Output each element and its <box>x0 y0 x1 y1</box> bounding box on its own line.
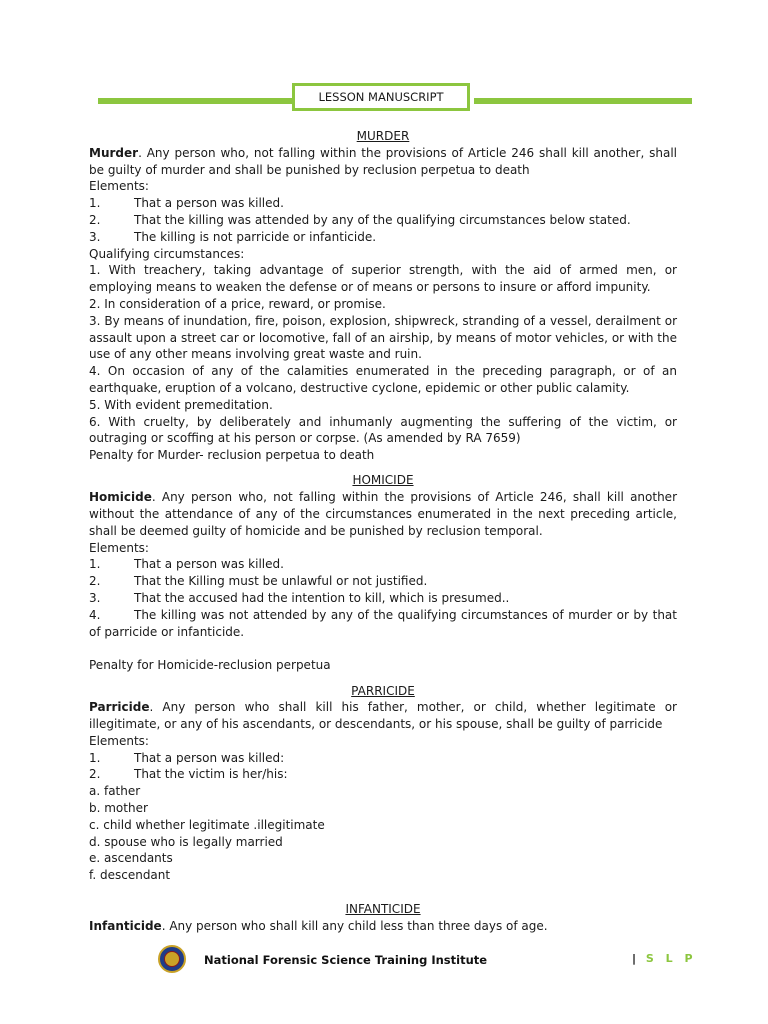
list-text: That the killing was attended by any of the qualifying circumstances below stated. <box>134 212 631 227</box>
list-text: That a person was killed. <box>134 557 284 572</box>
list-item <box>89 229 677 246</box>
list-text: That a person was killed. <box>134 196 284 211</box>
list-number: 2. <box>89 212 101 227</box>
list-number: 4. <box>89 607 101 622</box>
list-item <box>89 573 677 590</box>
qualifying-item: 1. With treachery, taking advantage of superior strength, with the aid of armed men, or employing means to weaken the defense or of means or persons to insure or afford impunity. <box>89 263 677 295</box>
list-item <box>89 766 677 783</box>
footer-separator: | <box>632 952 639 965</box>
list-item <box>89 195 677 212</box>
header-rule-right <box>474 98 692 104</box>
header-title: LESSON MANUSCRIPT <box>318 90 444 104</box>
victim-item: d. spouse who is legally married <box>89 834 283 849</box>
homicide-term: Homicide <box>89 490 152 505</box>
infanticide-definition-text: . Any person who shall kill any child less than three days of age. <box>161 918 548 933</box>
footer-institute: National Forensic Science Training Institute <box>204 953 488 967</box>
qualifying-item: 3. By means of inundation, fire, poison, explosion, shipwreck, stranding of a vessel, derailment or assault upon a street car or locomotive, fall of an airship, by means of motor vehicles, or with the use of any other means involving great waste and ruin. <box>89 313 677 362</box>
murder-elements-label: Elements: <box>89 179 149 194</box>
list-text: That the accused had the intention to kill, which is presumed.. <box>134 591 510 606</box>
murder-definition <box>89 145 677 179</box>
parricide-elements-label: Elements: <box>89 733 149 748</box>
list-item <box>89 556 677 573</box>
homicide-elements-label: Elements: <box>89 540 149 555</box>
footer-slp-text: S L P <box>645 952 697 965</box>
infanticide-definition <box>89 918 677 935</box>
list-number: 1. <box>89 750 101 765</box>
list-item <box>89 590 677 607</box>
homicide-definition <box>89 489 677 539</box>
murder-qualifying-label: Qualifying circumstances: <box>89 246 245 261</box>
list-text: That a person was killed: <box>134 750 285 765</box>
list-text: The killing is not parricide or infanticide. <box>134 229 377 244</box>
homicide-heading: HOMICIDE <box>352 473 414 488</box>
list-item <box>89 212 677 229</box>
murder-heading: MURDER <box>356 129 410 143</box>
qualifying-item: 6. With cruelty, by deliberately and inhumanly augmenting the suffering of the victim, or outraging or scoffing at his person or corpse. (As amended by RA 7659) <box>89 414 677 446</box>
list-text: That the Killing must be unlawful or not justified. <box>134 574 428 589</box>
list-number: 3. <box>89 591 101 606</box>
infanticide-term: Infanticide <box>89 918 162 933</box>
list-number: 3. <box>89 229 101 244</box>
victim-item: b. mother <box>89 801 148 816</box>
qualifying-item: 2. In consideration of a price, reward, or promise. <box>89 296 386 311</box>
parricide-term: Parricide <box>89 700 150 715</box>
homicide-definition-text: . Any person who, not falling within the provisions of Article 246, shall kill another without the attendance of any of the circumstances enumerated in the next preceding article, shall be deemed guilty of homicide and be punished by reclusion temporal. <box>89 490 677 538</box>
murder-penalty: Penalty for Murder- reclusion perpetua to death <box>89 448 375 463</box>
list-number: 1. <box>89 196 101 211</box>
victim-item: e. ascendants <box>89 851 173 866</box>
list-number: 1. <box>89 557 101 572</box>
victim-item: a. father <box>89 784 141 799</box>
murder-definition-text: . Any person who, not falling within the provisions of Article 246 shall kill another, shall be guilty of murder and shall be punished by reclusion perpetua to death <box>89 145 677 177</box>
parricide-definition-text: . Any person who shall kill his father, mother, or child, whether legitimate or illegitimate, or any of his ascendants, or descendants, or his spouse, shall be guilty of parricide <box>89 700 677 732</box>
list-text: That the victim is her/his: <box>134 767 288 782</box>
manuscript-body <box>89 128 677 934</box>
header-title-box <box>292 83 470 111</box>
homicide-penalty: Penalty for Homicide-reclusion perpetua <box>89 658 331 673</box>
header-rule-left <box>98 98 294 104</box>
list-number: 2. <box>89 767 101 782</box>
list-text: The killing was not attended by any of the qualifying circumstances of murder or by that of parricide or infanticide. <box>89 607 677 639</box>
qualifying-item: 5. With evident premeditation. <box>89 397 273 412</box>
list-item <box>89 607 677 641</box>
victim-item: f. descendant <box>89 868 171 883</box>
list-number: 2. <box>89 574 101 589</box>
parricide-definition <box>89 699 677 733</box>
parricide-heading: PARRICIDE <box>351 683 415 698</box>
list-item <box>89 750 677 767</box>
institute-seal-icon <box>158 945 186 973</box>
footer-slp <box>632 952 697 965</box>
qualifying-item: 4. On occasion of any of the calamities enumerated in the preceding paragraph, or of an earthquake, eruption of a volcano, destructive cyclone, epidemic or other public calamity. <box>89 364 677 395</box>
victim-item: c. child whether legitimate .illegitimate <box>89 817 325 832</box>
infanticide-heading: INFANTICIDE <box>345 901 421 916</box>
murder-term: Murder <box>89 145 139 160</box>
